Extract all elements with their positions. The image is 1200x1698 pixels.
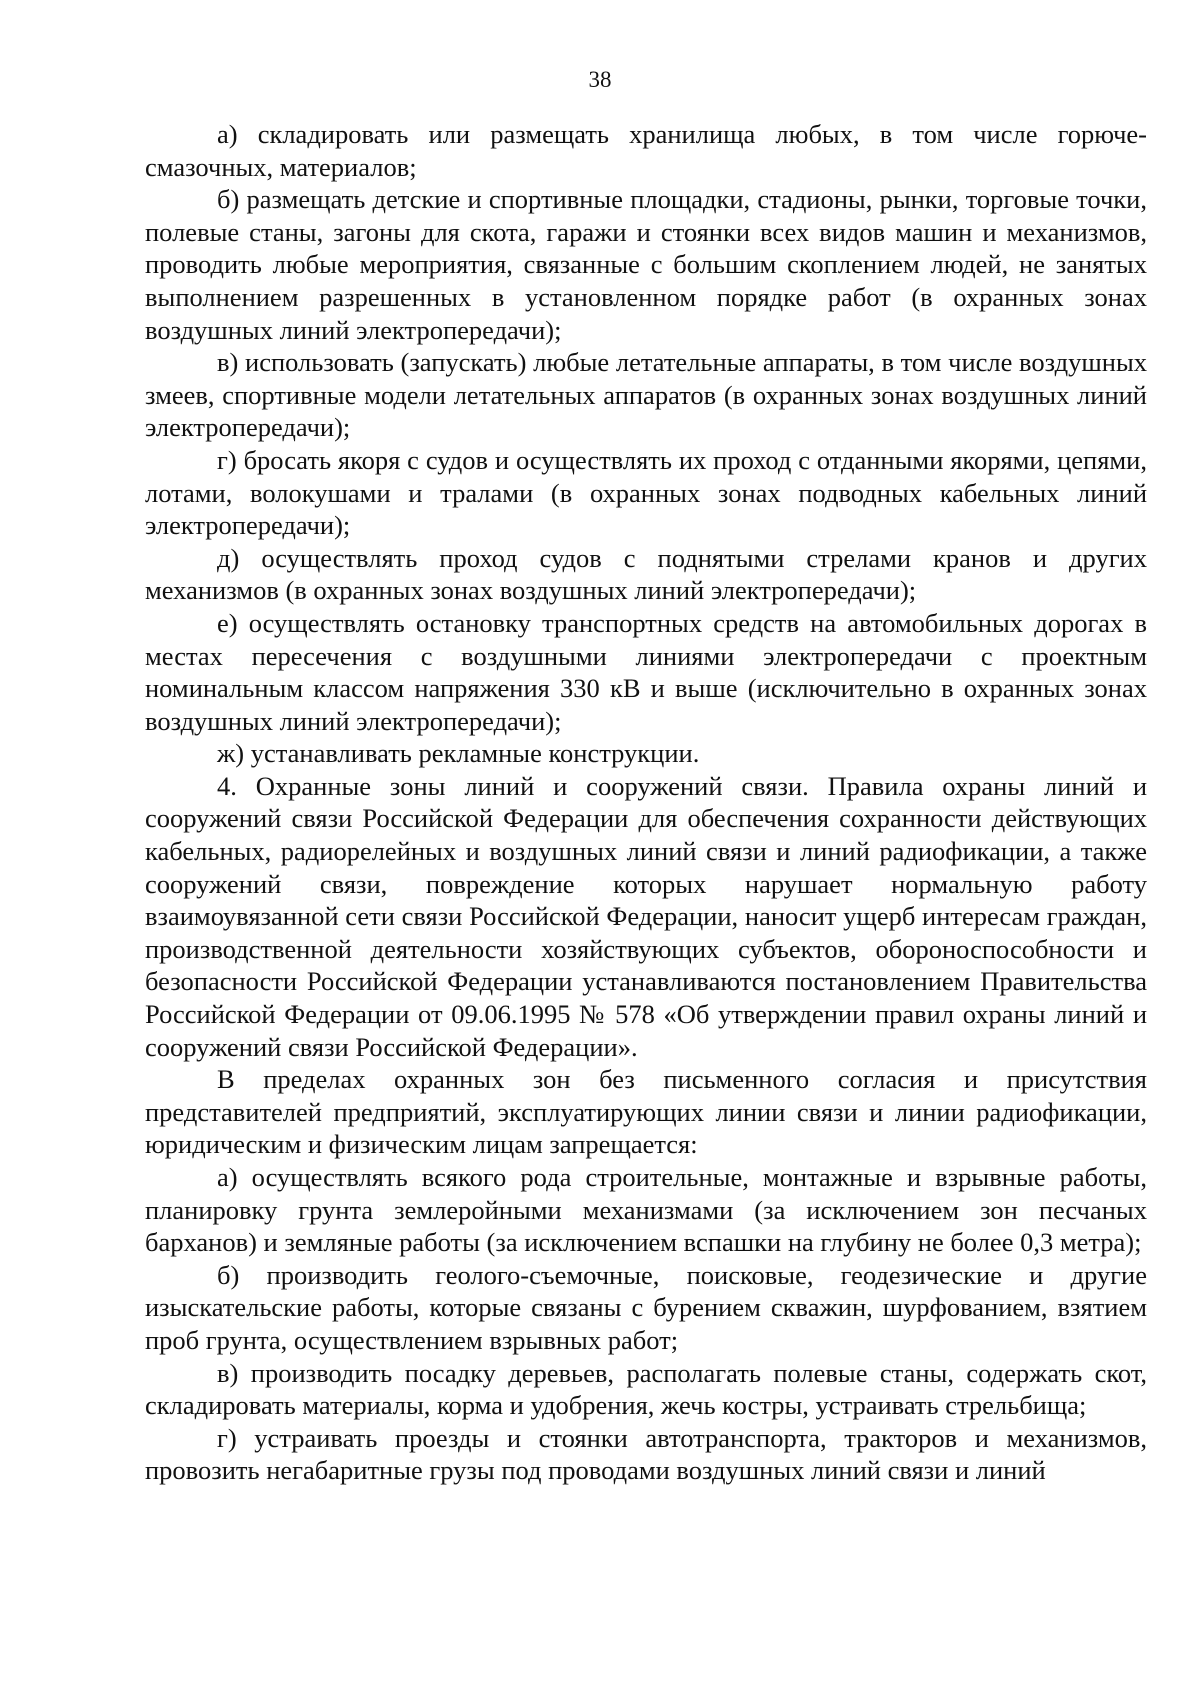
paragraph-item-e-vehicles: е) осуществлять остановку транспортных средств на автомобильных дорогах в местах пересечения с воздушными линиями электропередачи с проектным номинальным классом напряжения 330 кВ и выше (исключительно в охранных зонах воздушных линий электропередачи); [145,607,1147,736]
paragraph-item-zh-advertising: ж) устанавливать рекламные конструкции. [217,738,700,769]
paragraph-item-g-driveways: г) устраивать проезды и стоянки автотранспорта, тракторов и механизмов, провозить негабаритные грузы под проводами воздушных линий связи и линий [145,1422,1147,1486]
paragraph-item-d-ships: д) осуществлять проход судов с поднятыми стрелами кранов и других механизмов (в охранных зонах воздушных линий электропередачи); [145,542,1147,606]
document-body [145,118,1147,1487]
paragraph-prohibitions-intro: В пределах охранных зон без письменного согласия и присутствия представителей предприятий, эксплуатирующих линии связи и линии радиофикации, юридическим и физическим лицам запрещается: [145,1064,1147,1160]
paragraph-section-4-communication-zones: 4. Охранные зоны линий и сооружений связи. Правила охраны линий и сооружений связи Российской Федерации для обеспечения сохранности действующих кабельных, радиорелейных и воздушных линий связи и линий радиофикации, а также сооружений связи, повреждение которых нарушает нормальную работу взаимоувязанной сети связи Российской Федерации, наносит ущерб интересам граждан, производственной деятельности хозяйствующих субъектов, обороноспособности и безопасности Российской Федерации устанавливаются постановлением Правительства Российской Федерации от 09.06.1995 № 578 «Об утверждении правил охраны линий и сооружений связи Российской Федерации». [145,770,1147,1062]
paragraph-item-v-planting: в) производить посадку деревьев, располагать полевые станы, содержать скот, складировать материалы, корма и удобрения, жечь костры, устраивать стрельбища; [145,1357,1147,1421]
paragraph-item-v-aircraft: в) использовать (запускать) любые летательные аппараты, в том числе воздушных змеев, спортивные модели летательных аппаратов (в охранных зонах воздушных линий электропередачи); [145,347,1147,443]
page-number: 38 [588,67,612,92]
paragraph-item-a-construction: а) осуществлять всякого рода строительные, монтажные и взрывные работы, планировку грунта землеройными механизмами (за исключением зон песчаных барханов) и земляные работы (за исключением вспашки на глубину не более 0,3 метра); [145,1162,1147,1258]
paragraph-item-b-playgrounds: б) размещать детские и спортивные площадки, стадионы, рынки, торговые точки, полевые станы, загоны для скота, гаражи и стоянки всех видов машин и механизмов, проводить любые мероприятия, связанные с большим скоплением людей, не занятых выполнением разрешенных в установленном порядке работ (в охранных зонах воздушных линий электропередачи); [145,184,1147,345]
paragraph-item-a-storage: а) складировать или размещать хранилища любых, в том числе горюче-смазочных, материалов; [145,119,1147,182]
paragraph-item-b-survey: б) производить геолого-съемочные, поисковые, геодезические и другие изыскательские работы, которые связаны с бурением скважин, шурфованием, взятием проб грунта, осуществлением взрывных работ; [145,1259,1147,1355]
paragraph-item-g-anchors: г) бросать якоря с судов и осуществлять их проход с отданными якорями, цепями, лотами, волокушами и тралами (в охранных зонах подводных кабельных линий электропередачи); [145,444,1147,541]
